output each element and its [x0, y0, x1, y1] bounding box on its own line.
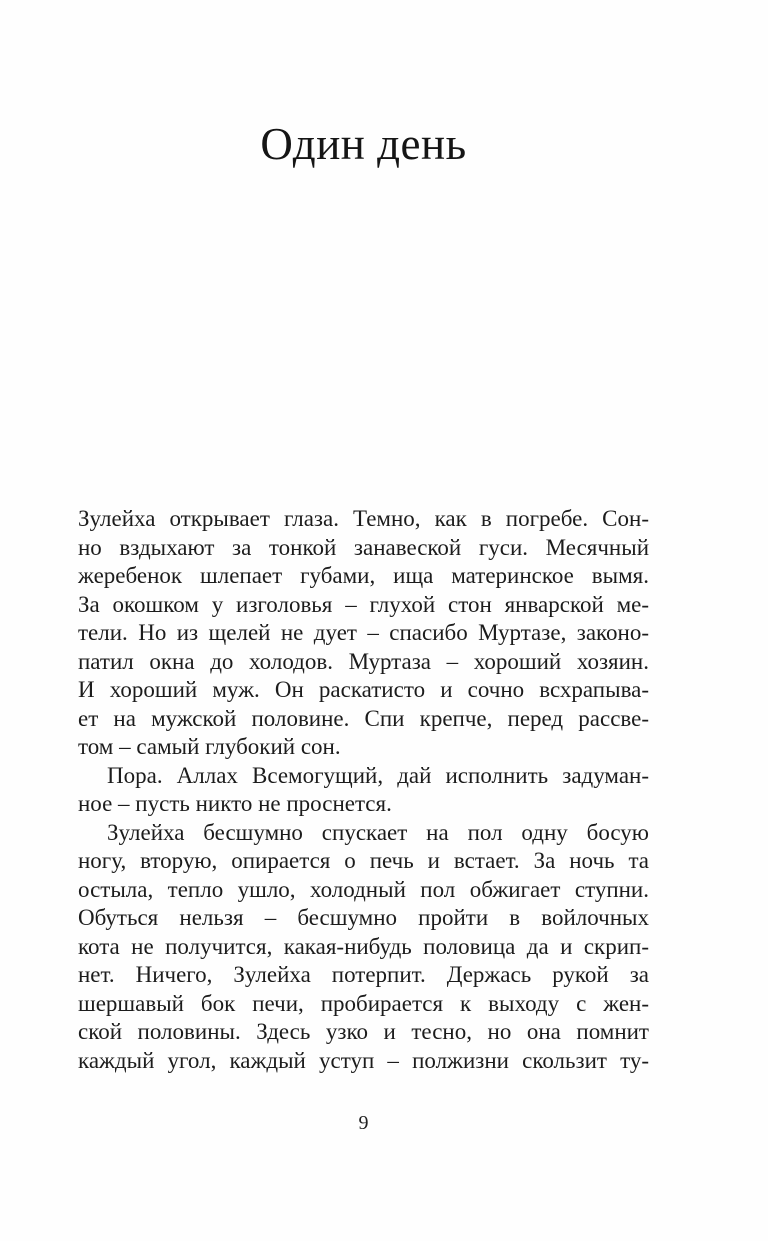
text-line: кота не получится, какая-нибудь половица да и скрип- [78, 933, 649, 959]
text-line: ет на мужской половине. Спи крепче, перед рассве- [78, 705, 649, 731]
text-line: шершавый бок печи, пробирается к выходу с жен- [78, 990, 649, 1016]
text-line: ногу, вторую, опирается о печь и встает. За ночь та [78, 848, 649, 874]
text-line: За окошком у изголовья – глухой стон январской ме- [78, 591, 649, 617]
text-line: каждый угол, каждый уступ – полжизни скользит ту- [78, 1047, 649, 1073]
text-column [78, 0, 649, 1075]
body-text [78, 505, 649, 1075]
text-line: Зулейха открывает глаза. Темно, как в погребе. Сон- [78, 506, 649, 532]
text-line: Обуться нельзя – бесшумно пройти в войлочных [78, 905, 649, 931]
text-line: ное – пусть никто не проснется. [78, 791, 392, 817]
chapter-title: Один день [260, 119, 467, 169]
text-line: но вздыхают за тонкой занавеской гуси. Месячный [78, 534, 649, 560]
text-line: остыла, тепло ушло, холодный пол обжигает ступни. [78, 876, 649, 902]
text-line: ской половины. Здесь узко и тесно, но она помнит [78, 1019, 649, 1045]
text-line: патил окна до холодов. Муртаза – хороший хозяин. [78, 648, 649, 674]
page-number: 9 [358, 1112, 369, 1134]
text-line: Пора. Аллах Всемогущий, дай исполнить задуман- [107, 762, 649, 788]
text-line: нет. Ничего, Зулейха потерпит. Держась рукой за [78, 962, 649, 988]
text-line: том – самый глубокий сон. [78, 734, 341, 760]
text-line: И хороший муж. Он раскатисто и сочно всхрапыва- [78, 677, 649, 703]
text-line: тели. Но из щелей не дует – спасибо Муртазе, законо- [78, 620, 649, 646]
text-line: Зулейха бесшумно спускает на пол одну босую [107, 819, 649, 845]
text-line: жеребенок шлепает губами, ища материнское вымя. [78, 563, 649, 589]
